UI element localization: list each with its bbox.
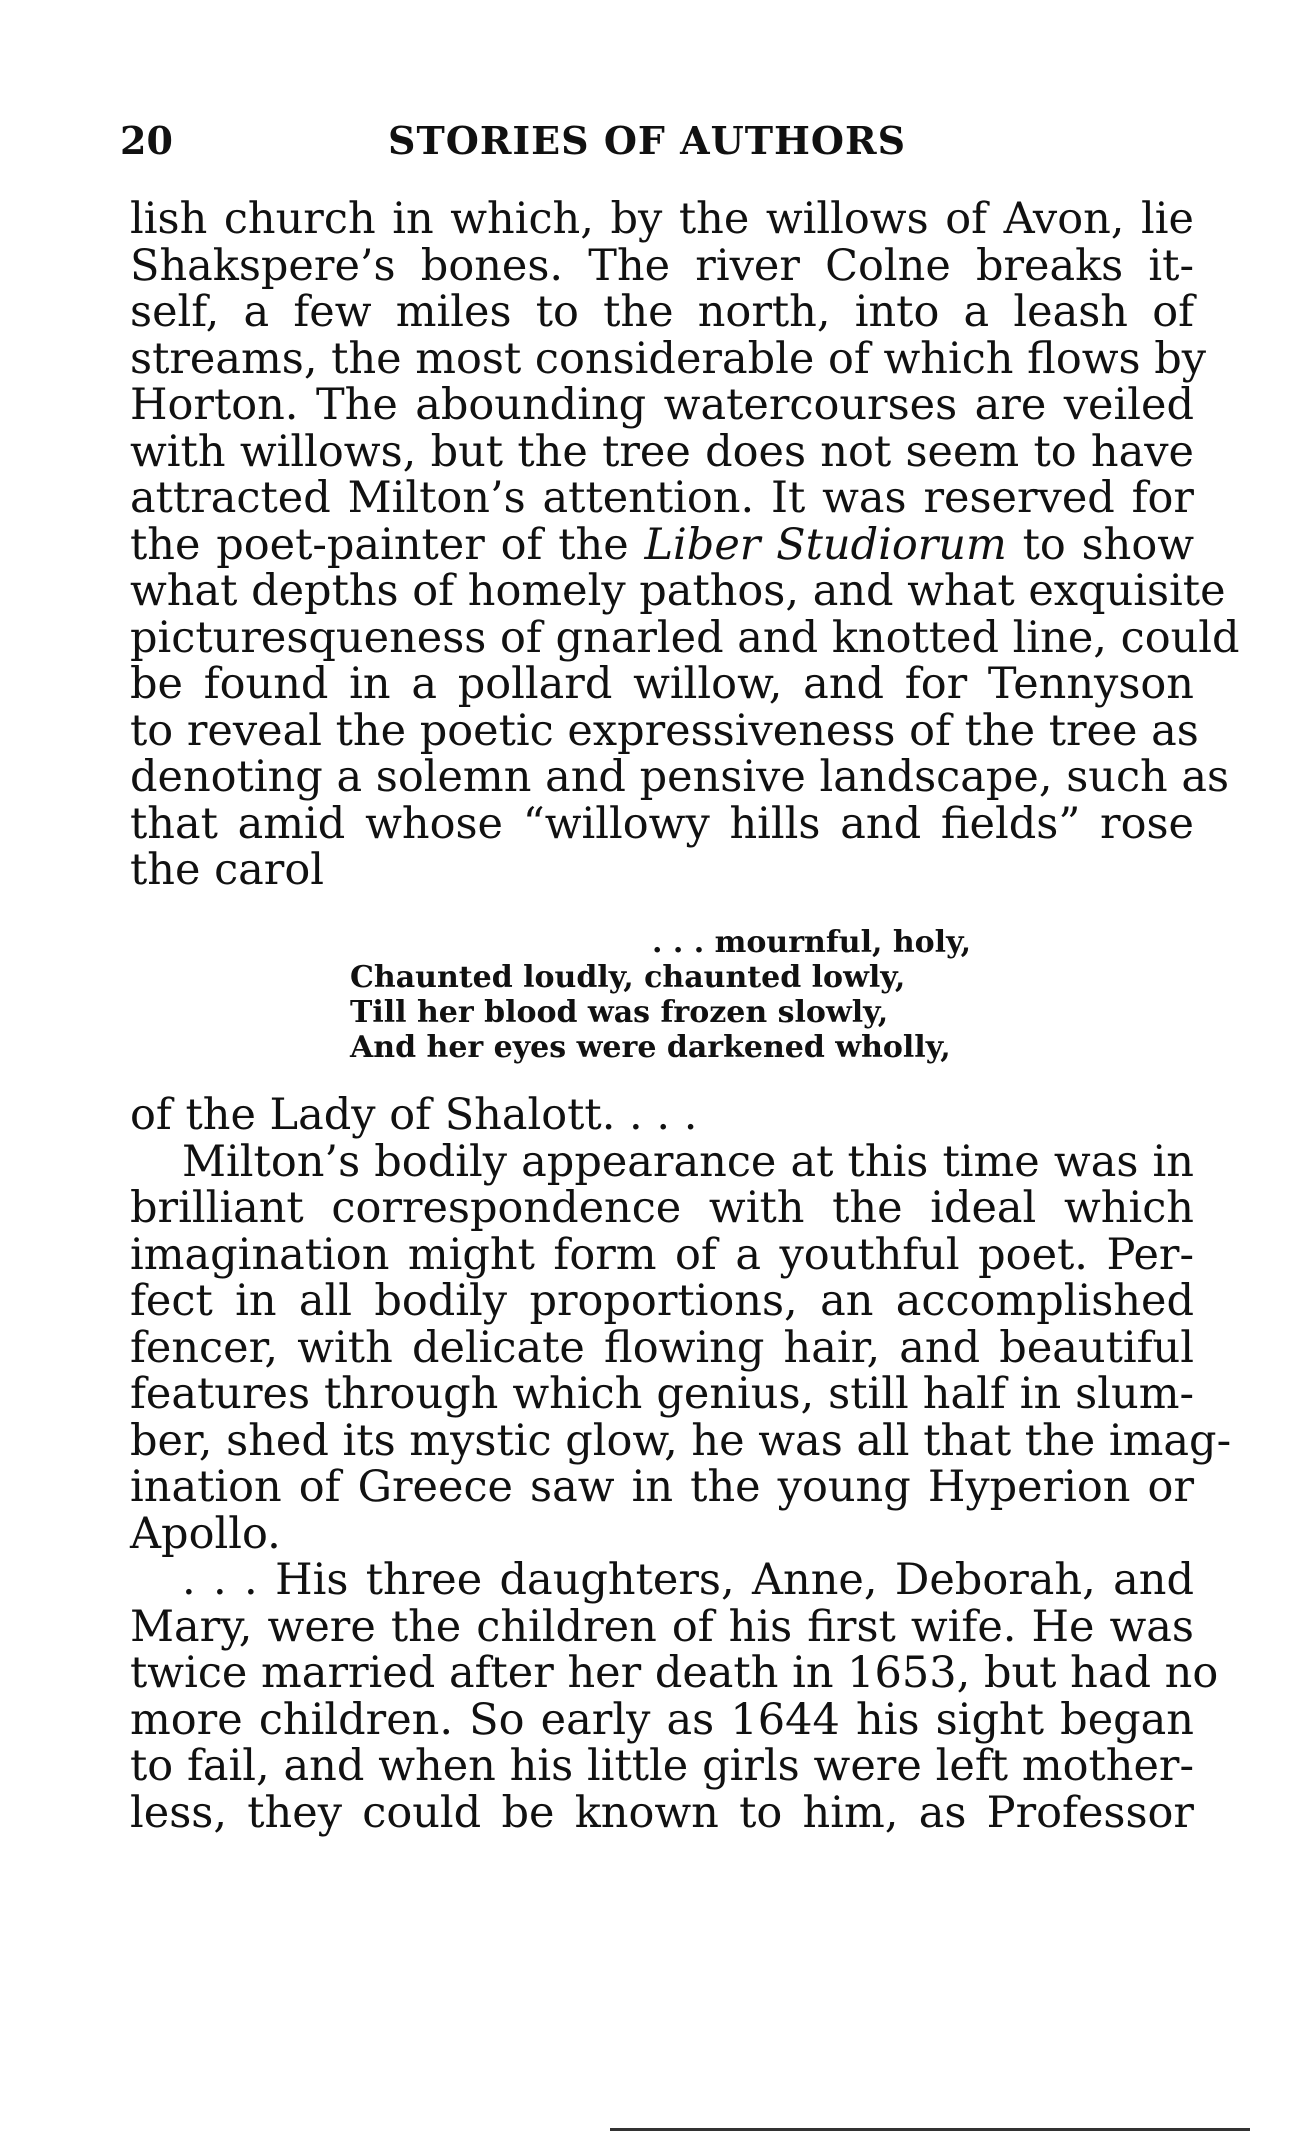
text-line: twice married after her death in 1653, but had no bbox=[130, 1648, 1219, 1698]
text-line: Horton. The abounding watercourses are veiled bbox=[130, 380, 1194, 430]
page-number: 20 bbox=[120, 118, 173, 163]
verse-line: Chaunted loudly, chaunted lowly, bbox=[350, 960, 906, 995]
text-line: to reveal the poetic expressiveness of the tree as bbox=[130, 705, 1199, 756]
verse-quote bbox=[350, 925, 971, 1065]
running-head: STORIES OF AUTHORS bbox=[388, 118, 907, 163]
text-line: be found in a pollard willow, and for Tennyson bbox=[130, 659, 1194, 709]
book-title: Liber Studiorum bbox=[644, 519, 1007, 570]
scan-edge-rule bbox=[610, 2128, 1250, 2131]
text-line: brilliant correspondence with the ideal which bbox=[130, 1183, 1194, 1233]
text-fragment: to show bbox=[1022, 519, 1195, 570]
text-line: that amid whose “willowy hills and fields” rose bbox=[130, 798, 1194, 849]
text-line: more children. So early as 1644 his sight began bbox=[130, 1694, 1194, 1745]
text-line: Milton’s bodily appearance at this time was in bbox=[182, 1136, 1194, 1187]
text-fragment: the poet-painter of the bbox=[130, 519, 629, 570]
text-line: lish church in which, by the willows of Avon, lie bbox=[130, 194, 1194, 244]
text-line: ber, shed its mystic glow, he was all that the imag- bbox=[130, 1415, 1232, 1466]
text-line: the carol bbox=[130, 845, 325, 895]
verse-line: . . . mournful, holy, bbox=[652, 925, 972, 960]
text-line: of the Lady of Shalott. . . . bbox=[130, 1090, 698, 1140]
text-line: to fail, and when his little girls were left mother- bbox=[130, 1741, 1194, 1791]
page-header bbox=[120, 118, 1200, 178]
text-line: what depths of homely pathos, and what exquisite bbox=[130, 566, 1226, 616]
text-line-with-title bbox=[130, 519, 1195, 570]
text-line: ination of Greece saw in the young Hyperion or bbox=[130, 1462, 1194, 1512]
text-line: Shakspere’s bones. The river Colne breaks it- bbox=[130, 240, 1194, 291]
text-line: fect in all bodily proportions, an accomplished bbox=[130, 1276, 1194, 1326]
paragraph-2 bbox=[130, 1090, 1232, 1838]
text-line: with willows, but the tree does not seem to have bbox=[130, 426, 1194, 477]
text-line: . . . His three daughters, Anne, Deborah, and bbox=[182, 1555, 1194, 1605]
text-line: imagination might form of a youthful poet. Per- bbox=[130, 1229, 1194, 1280]
text-line: Mary, were the children of his first wife. He was bbox=[130, 1601, 1194, 1652]
text-line: self, a few miles to the north, into a leash of bbox=[130, 287, 1194, 337]
text-line: fencer, with delicate flowing hair, and beautiful bbox=[130, 1322, 1194, 1373]
text-line: features through which genius, still half in slum- bbox=[130, 1369, 1194, 1419]
text-line: less, they could be known to him, as Professor bbox=[130, 1787, 1194, 1838]
text-line: streams, the most considerable of which flows by bbox=[130, 333, 1207, 384]
verse-line: And her eyes were darkened wholly, bbox=[350, 1030, 951, 1065]
verse-line: Till her blood was frozen slowly, bbox=[350, 995, 889, 1030]
paragraph-1 bbox=[130, 194, 1240, 895]
text-line: denoting a solemn and pensive landscape, such as bbox=[130, 752, 1230, 802]
text-line: attracted Milton’s attention. It was reserved for bbox=[130, 473, 1194, 523]
text-line: Apollo. bbox=[130, 1508, 281, 1559]
text-line: picturesqueness of gnarled and knotted line, could bbox=[130, 612, 1240, 663]
